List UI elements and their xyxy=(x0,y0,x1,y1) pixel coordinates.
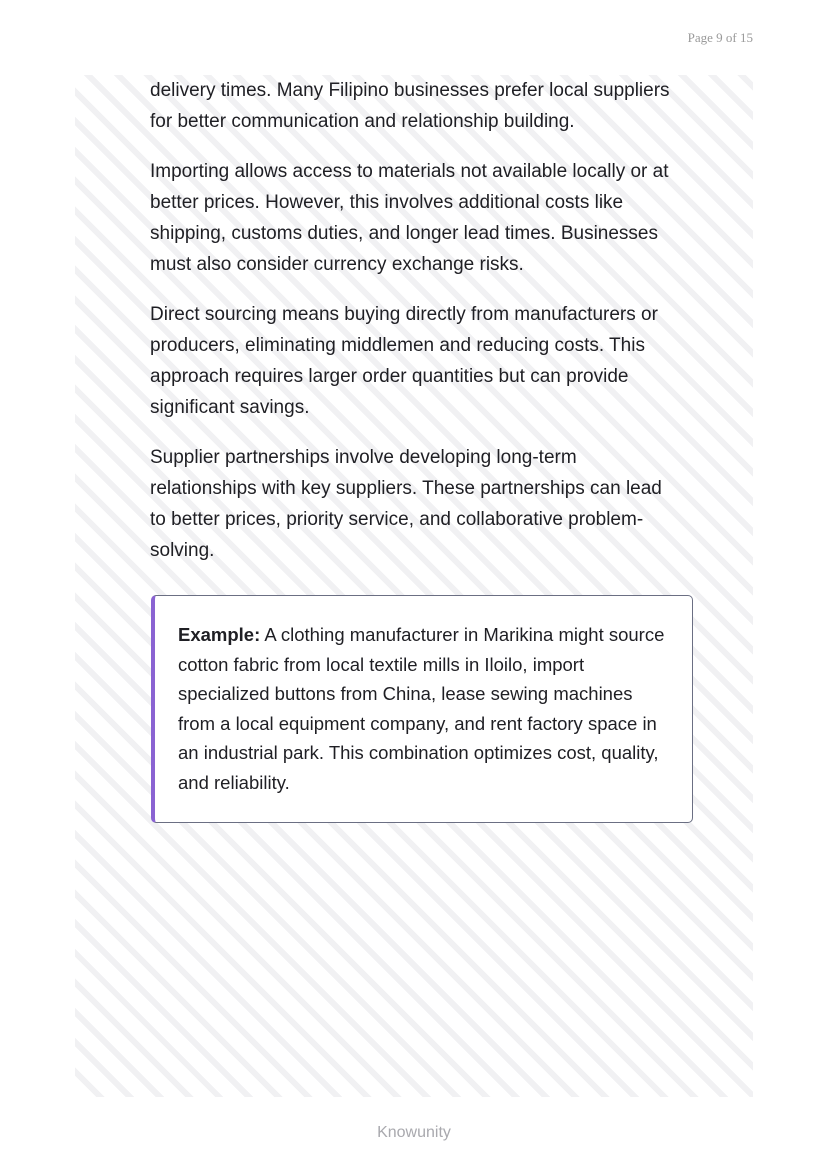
paragraph-direct-sourcing: Direct sourcing means buying directly from manufacturers or producers, eliminating middlemen and reducing costs. This approach requires larger order quantities but can provide significant savings. xyxy=(150,304,658,418)
paragraph-local-suppliers: delivery times. Many Filipino businesses prefer local suppliers for better communication and relationship building. xyxy=(150,80,670,132)
example-body: A clothing manufacturer in Marikina might source cotton fabric from local textile mills in Iloilo, import specialized buttons from China, lease sewing machines from a local equipment company, and rent factory space in an industrial park. This combination optimizes cost, quality, and reliability. xyxy=(178,624,665,793)
paragraph-importing: Importing allows access to materials not available locally or at better prices. However, this involves additional costs like shipping, customs duties, and longer lead times. Businesses must also consider currency exchange risks. xyxy=(150,161,669,275)
page-content xyxy=(150,75,680,823)
example-callout xyxy=(151,595,693,823)
page-number: Page 9 of 15 xyxy=(687,30,753,45)
paragraph-supplier-partnerships: Supplier partnerships involve developing long-term relationships with key suppliers. These partnerships can lead to better prices, priority service, and collaborative problem-solving. xyxy=(150,447,662,561)
example-label: Example: xyxy=(178,624,261,645)
footer-brand: Knowunity xyxy=(377,1124,451,1141)
example-text-block xyxy=(178,620,672,797)
